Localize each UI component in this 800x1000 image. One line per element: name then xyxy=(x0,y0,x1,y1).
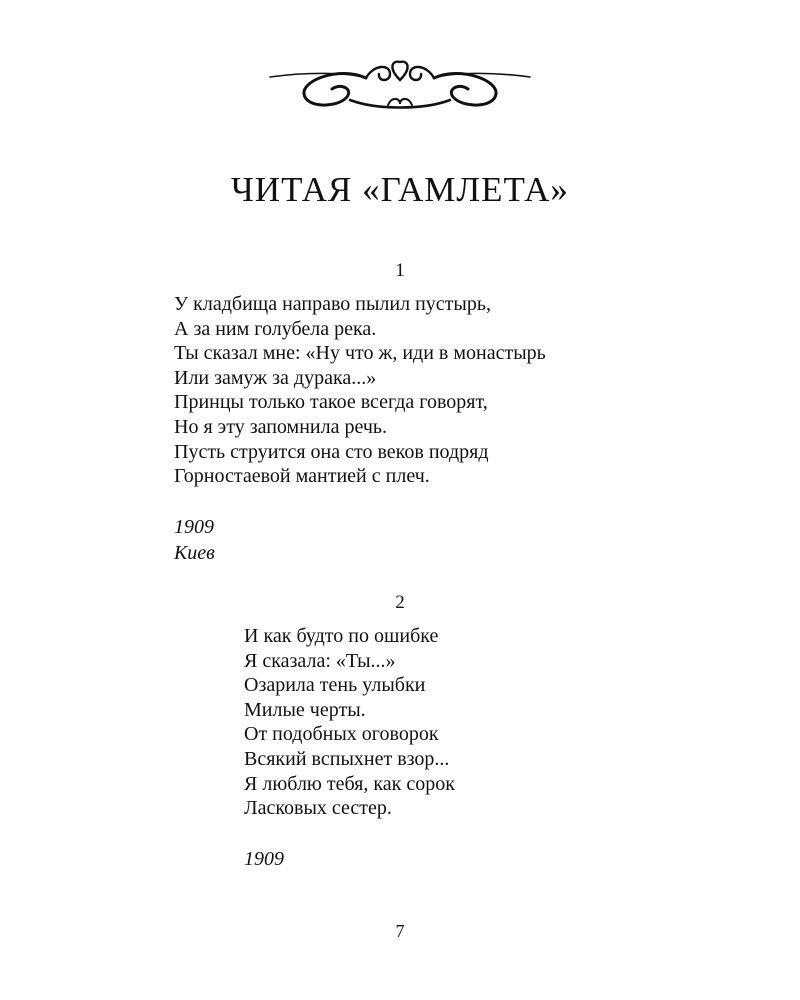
section-number: 1 xyxy=(395,260,405,281)
poem-year: 1909 xyxy=(244,848,284,870)
poem-line: Горностаевой мантией с плеч. xyxy=(174,465,430,488)
poem-line: Я сказала: «Ты...» xyxy=(244,649,396,672)
poem-place: Киев xyxy=(174,542,215,564)
poem-line: Или замуж за дурака...» xyxy=(174,366,377,389)
page-number: 7 xyxy=(395,921,405,941)
poem-line: И как будто по ошибке xyxy=(244,625,439,647)
poem-line: От подобных оговорок xyxy=(244,723,439,746)
poem-line: А за ним голубела река. xyxy=(174,317,377,340)
poem-line: Озарила тень улыбки xyxy=(244,674,426,697)
poem-year: 1909 xyxy=(174,516,214,538)
poem-line: Принцы только такое всегда говорят, xyxy=(174,391,488,414)
section-number: 2 xyxy=(395,592,405,613)
flourish-ornament-icon xyxy=(266,58,534,118)
poem-line: Милые черты. xyxy=(244,698,366,721)
poem-line: Ласковых сестер. xyxy=(244,797,392,820)
poem-line: Ты сказал мне: «Ну что ж, иди в монастырь xyxy=(174,342,546,365)
poem-line: Но я эту запомнила речь. xyxy=(174,415,388,438)
poem-line: У кладбища направо пылил пустырь, xyxy=(174,293,491,315)
poem-stanza-2 xyxy=(244,624,455,821)
poem-stanza-1 xyxy=(174,292,546,489)
page-title: ЧИТАЯ «ГАМЛЕТА» xyxy=(231,170,569,209)
poem-line: Я люблю тебя, как сорок xyxy=(244,772,455,795)
poem-line: Всякий вспыхнет взор... xyxy=(244,747,450,770)
poem-line: Пусть струится она сто веков подряд xyxy=(174,440,489,463)
